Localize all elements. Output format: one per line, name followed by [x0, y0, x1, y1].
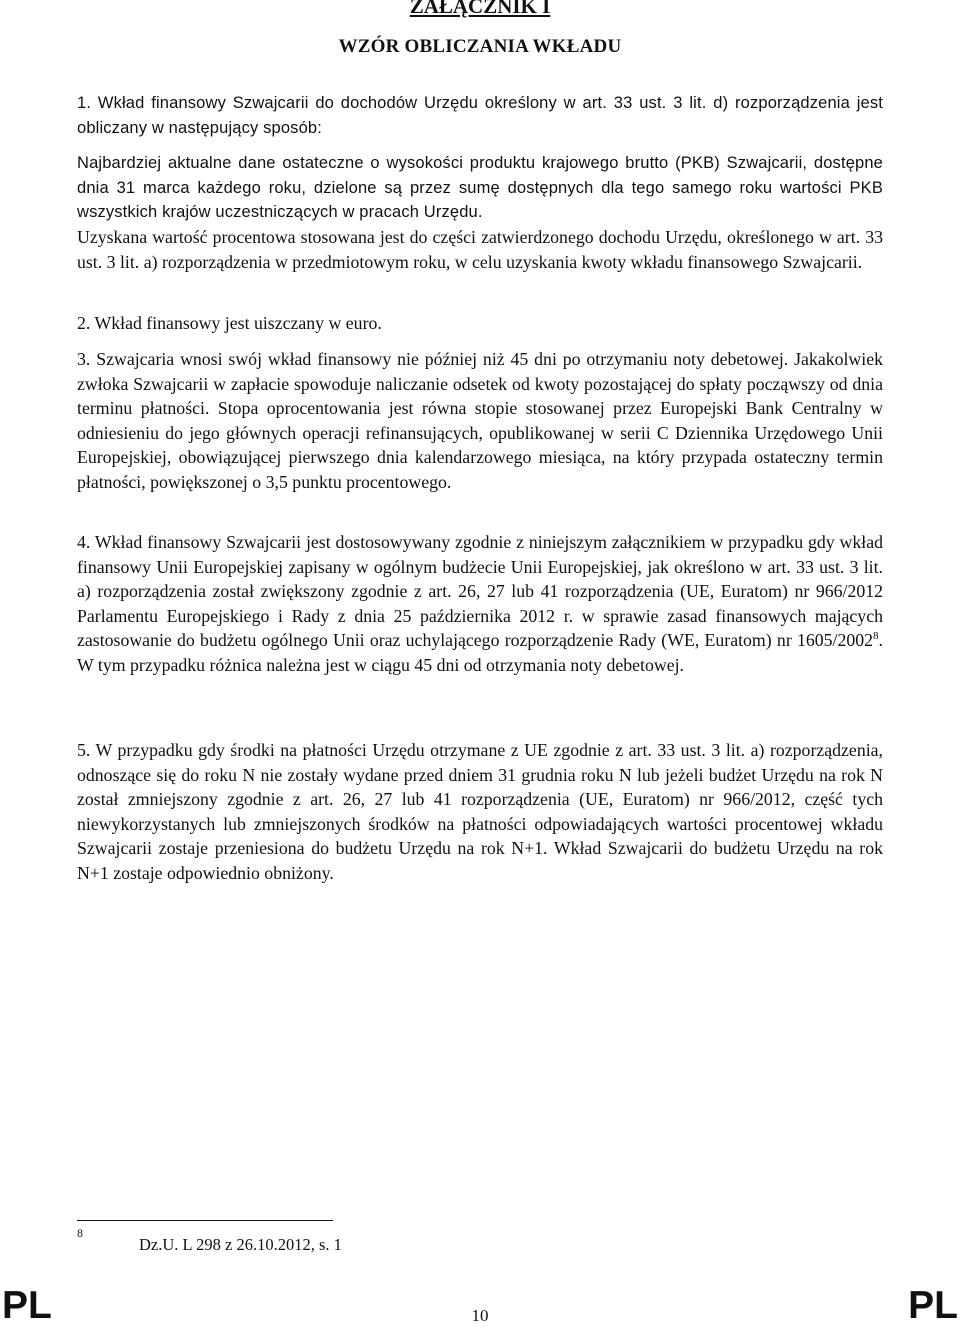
document-subtitle: WZÓR OBLICZANIA WKŁADU — [338, 36, 622, 57]
paragraph-4-text-before: 4. Wkład finansowy Szwajcarii jest dostosowywany zgodnie z niniejszym załącznikiem w przypadku gdy wkład finansowy Unii Europejskiej zapisany w ogólnym budżecie Unii Europejskiej, jak określono w art. 33 ust. 3 lit. a) rozporządzenia został zwiększony zgodnie z art. 26, 27 lub 41 rozporządzenia (UE, Euratom) nr 966/2012 Parlamentu Europejskiego i Rady z dnia 25 października 2012 r. w sprawie zasad finansowych mających zastosowanie do budżetu ogólnego Unii oraz uchylającego rozporządzenie Rady (WE, Euratom) nr 1605/2002 — [77, 532, 883, 650]
footnote-separator — [77, 1220, 333, 1221]
paragraph-1-intro: 1. Wkład finansowy Szwajcarii do dochodów Urzędu określony w art. 33 ust. 3 lit. d) rozporządzenia jest obliczany w następujący sposób: — [77, 94, 883, 137]
paragraph-4 — [77, 530, 883, 677]
paragraph-3: 3. Szwajcaria wnosi swój wkład finansowy nie później niż 45 dni po otrzymaniu noty debetowej. Jakakolwiek zwłoka Szwajcarii w zapłacie spowoduje naliczanie odsetek od kwoty pozostającej do spłaty począwszy od dnia terminu płatności. Stopa oprocentowania jest równa stopie stosowanej przez Europejski Bank Centralny w odniesieniu do jego głównych operacji refinansujących, opublikowanej w serii C Dziennika Urzędowego Unii Europejskiej, obowiązującej pierwszego dnia kalendarzowego miesiąca, na który przypada ostateczny termin płatności, powiększonej o 3,5 punktu procentowego. — [77, 349, 883, 492]
paragraph-4-text-after: . W tym przypadku różnica należna jest w ciągu 45 dni od otrzymania noty debetowej. — [77, 630, 883, 675]
language-code-right: PL — [908, 1284, 958, 1327]
language-code-left: PL — [2, 1284, 52, 1327]
paragraph-1-body-b: Uzyskana wartość procentowa stosowana jest do części zatwierdzonego dochodu Urzędu, określonego w art. 33 ust. 3 lit. a) rozporządzenia w przedmiotowym roku, w celu uzyskania kwoty wkładu finansowego Szwajcarii. — [77, 227, 883, 272]
page-number: 10 — [471, 1306, 489, 1325]
annex-title: ZAŁĄCZNIK I — [409, 0, 551, 18]
footnote-reference[interactable]: 8 — [873, 630, 879, 642]
paragraph-5: 5. W przypadku gdy środki na płatności Urzędu otrzymane z UE zgodnie z art. 33 ust. 3 lit. a) rozporządzenia, odnoszące się do roku N nie zostały wydane przed dniem 31 grudnia roku N lub jeżeli budżet Urzędu na rok N został zmniejszony zgodnie z art. 26, 27 lub 41 rozporządzenia (UE, Euratom) nr 966/2012, część tych niewykorzystanych lub zmniejszonych środków na płatności odpowiadających wartości procentowej wkładu Szwajcarii zostaje przeniesiona do budżetu Urzędu na rok N+1. Wkład Szwajcarii do budżetu Urzędu na rok N+1 zostaje odpowiednio obniżony. — [77, 740, 883, 883]
paragraph-2: 2. Wkład finansowy jest uiszczany w euro. — [77, 313, 382, 333]
footnote-number: 8 — [77, 1226, 83, 1240]
footnote-text: Dz.U. L 298 z 26.10.2012, s. 1 — [139, 1235, 342, 1254]
paragraph-1-body-a: Najbardziej aktualne dane ostateczne o wysokości produktu krajowego brutto (PKB) Szwajcarii, dostępne dnia 31 marca każdego roku, dzielone są przez sumę dostępnych dla tego samego roku wartości PKB wszystkich krajów uczestniczących w pracach Urzędu. — [77, 154, 883, 221]
